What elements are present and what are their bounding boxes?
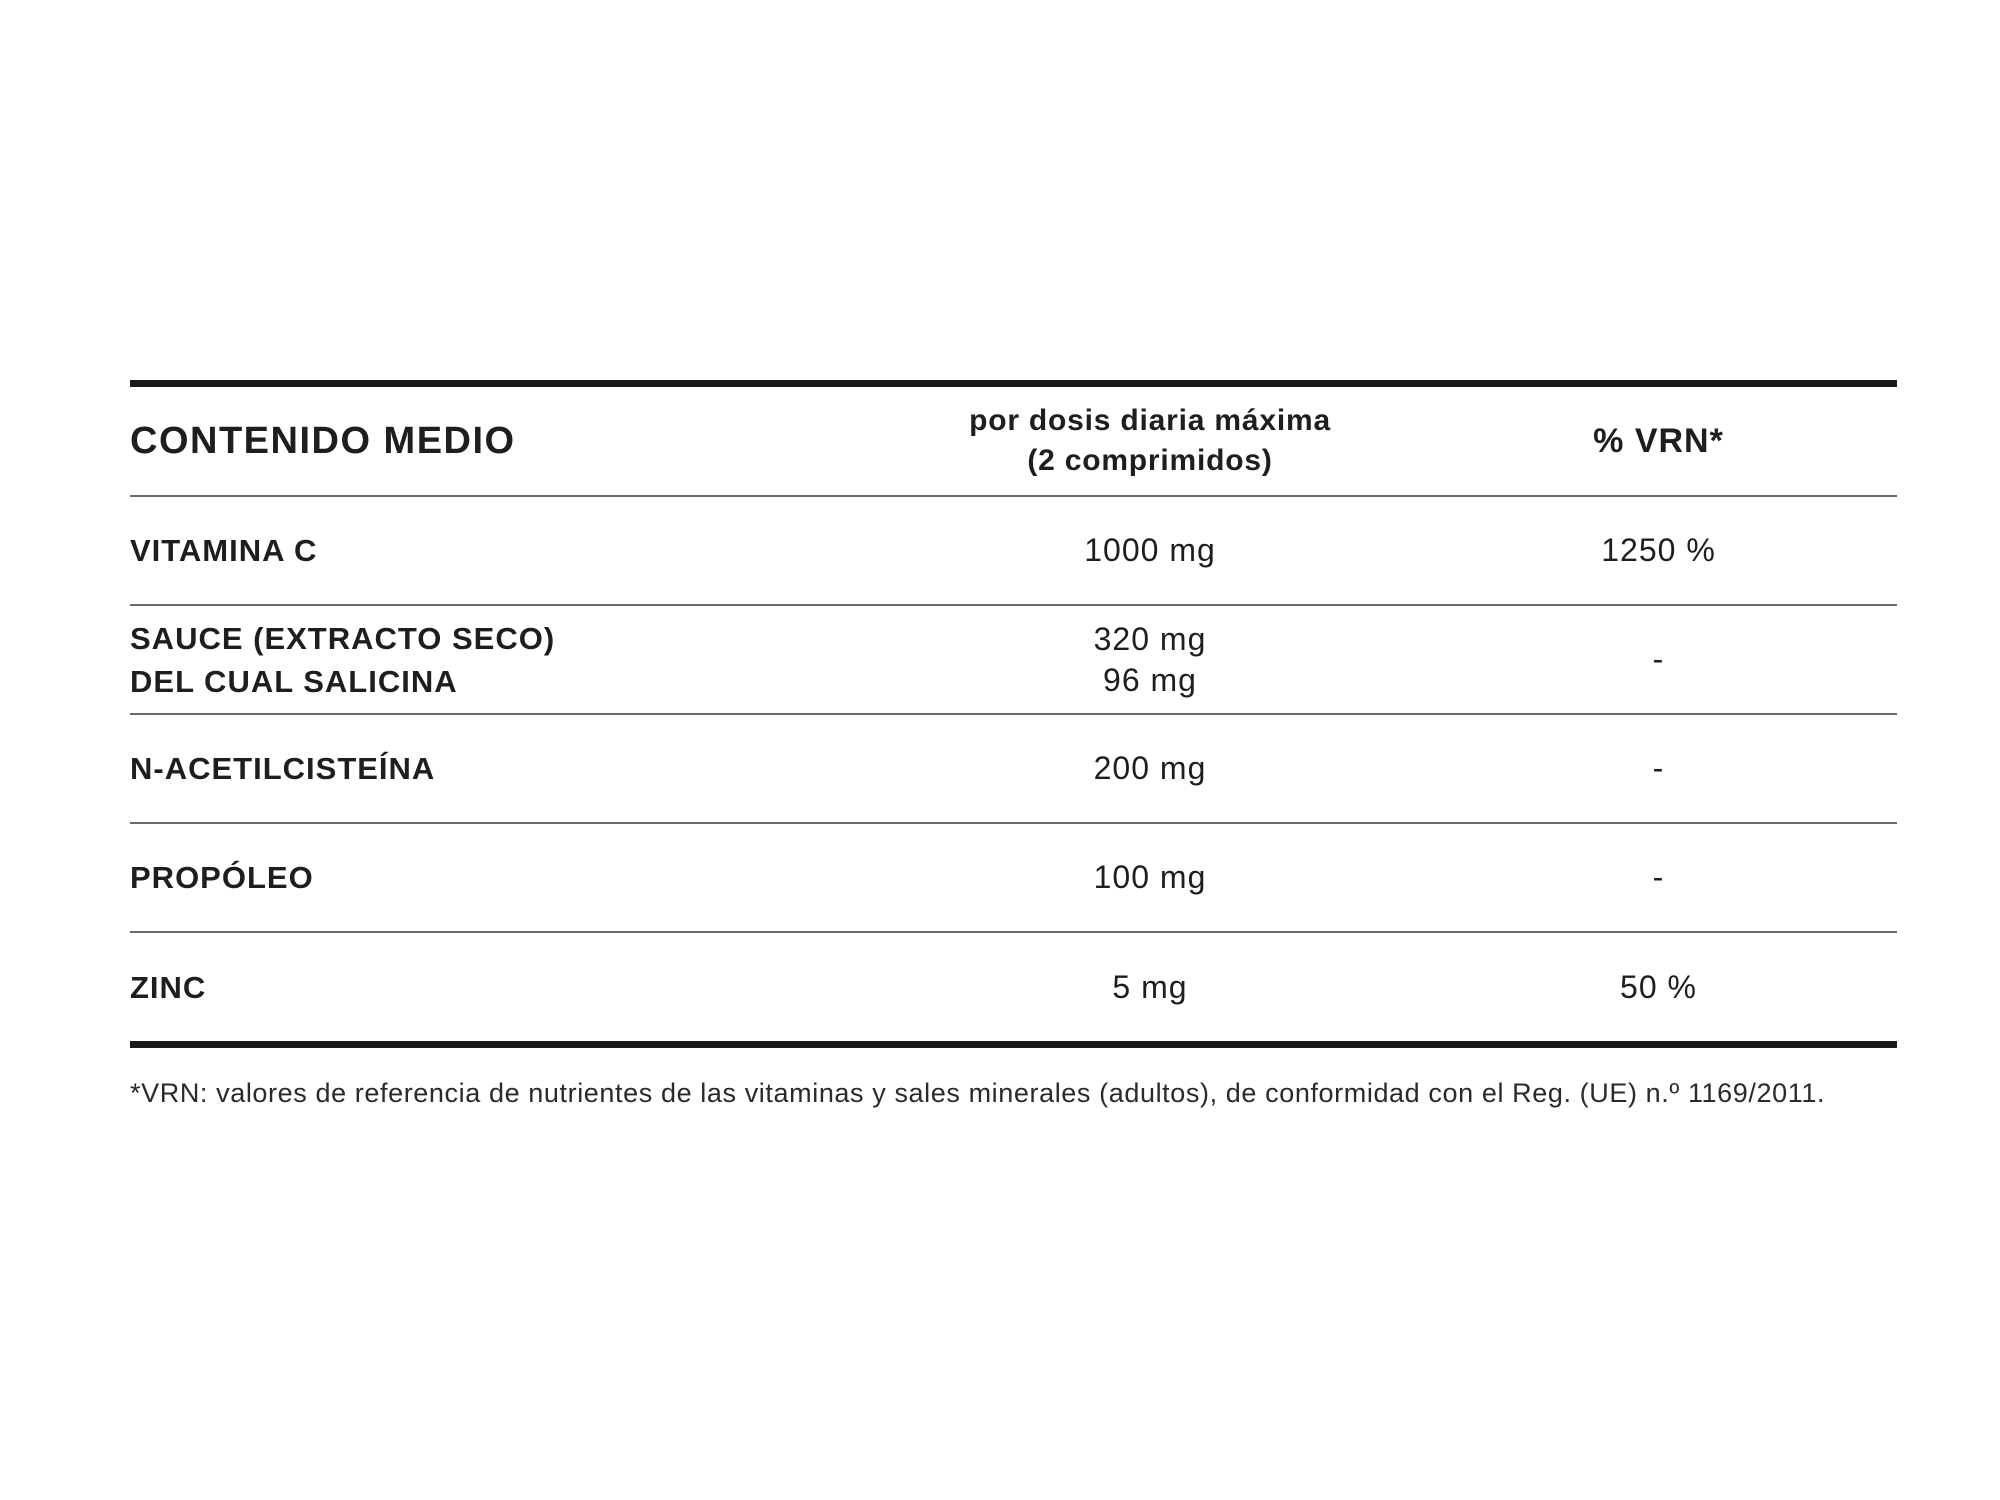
nutrition-table	[130, 380, 1897, 1048]
nutrient-name-line: PROPÓLEO	[130, 860, 314, 895]
nutrient-name	[130, 529, 760, 572]
nutrient-name-line: VITAMINA C	[130, 533, 318, 568]
nutrient-vrn: 1250 %	[1601, 532, 1716, 568]
nutrient-name-line: DEL CUAL SALICINA	[130, 663, 458, 699]
nutrient-amount-line: 320 mg	[1093, 620, 1207, 657]
nutrient-amount	[760, 748, 1540, 789]
nutrient-name	[130, 617, 760, 703]
nutrient-amount-line: 100 mg	[1093, 859, 1207, 895]
nutrient-vrn: -	[1652, 859, 1665, 895]
nutrient-amount-line: 1000 mg	[1084, 532, 1216, 568]
nutrient-name	[130, 966, 760, 1009]
nutrient-amount	[760, 619, 1540, 701]
nutrient-amount-line: 200 mg	[1093, 750, 1207, 786]
nutrient-name-line: ZINC	[130, 969, 207, 1005]
header-amount-line-2: (2 comprimidos)	[1027, 444, 1273, 477]
table-row	[130, 824, 1897, 933]
table-row	[130, 933, 1897, 1041]
table-bottom-rule	[130, 1041, 1897, 1048]
header-amount	[760, 401, 1540, 481]
nutrient-vrn: 50 %	[1620, 968, 1697, 1005]
nutrient-amount	[760, 530, 1540, 571]
nutrient-amount-line: 5 mg	[1112, 968, 1188, 1005]
nutrient-vrn: -	[1652, 641, 1665, 677]
nutrient-name-line: SAUCE (EXTRACTO SECO)	[130, 620, 556, 656]
nutrient-name	[130, 747, 760, 790]
header-amount-line-1: por dosis diaria máxima	[969, 404, 1331, 437]
header-name: CONTENIDO MEDIO	[130, 419, 516, 462]
footnote: *VRN: valores de referencia de nutrientes de las vitaminas y sales minerales (adultos), de conformidad con el Reg. (UE) n.º 1169/2011.	[130, 1078, 1826, 1108]
header-vrn: % VRN*	[1593, 421, 1724, 460]
table-header-row	[130, 387, 1897, 497]
table-row	[130, 606, 1897, 715]
nutrient-vrn: -	[1652, 750, 1665, 786]
nutrient-amount	[760, 857, 1540, 898]
nutrient-name	[130, 856, 760, 899]
table-row	[130, 715, 1897, 824]
table-top-rule	[130, 380, 1897, 387]
nutrient-amount	[760, 967, 1540, 1008]
table-row	[130, 497, 1897, 606]
nutrient-name-line: N-ACETILCISTEÍNA	[130, 751, 436, 786]
nutrient-amount-line: 96 mg	[1103, 661, 1197, 698]
